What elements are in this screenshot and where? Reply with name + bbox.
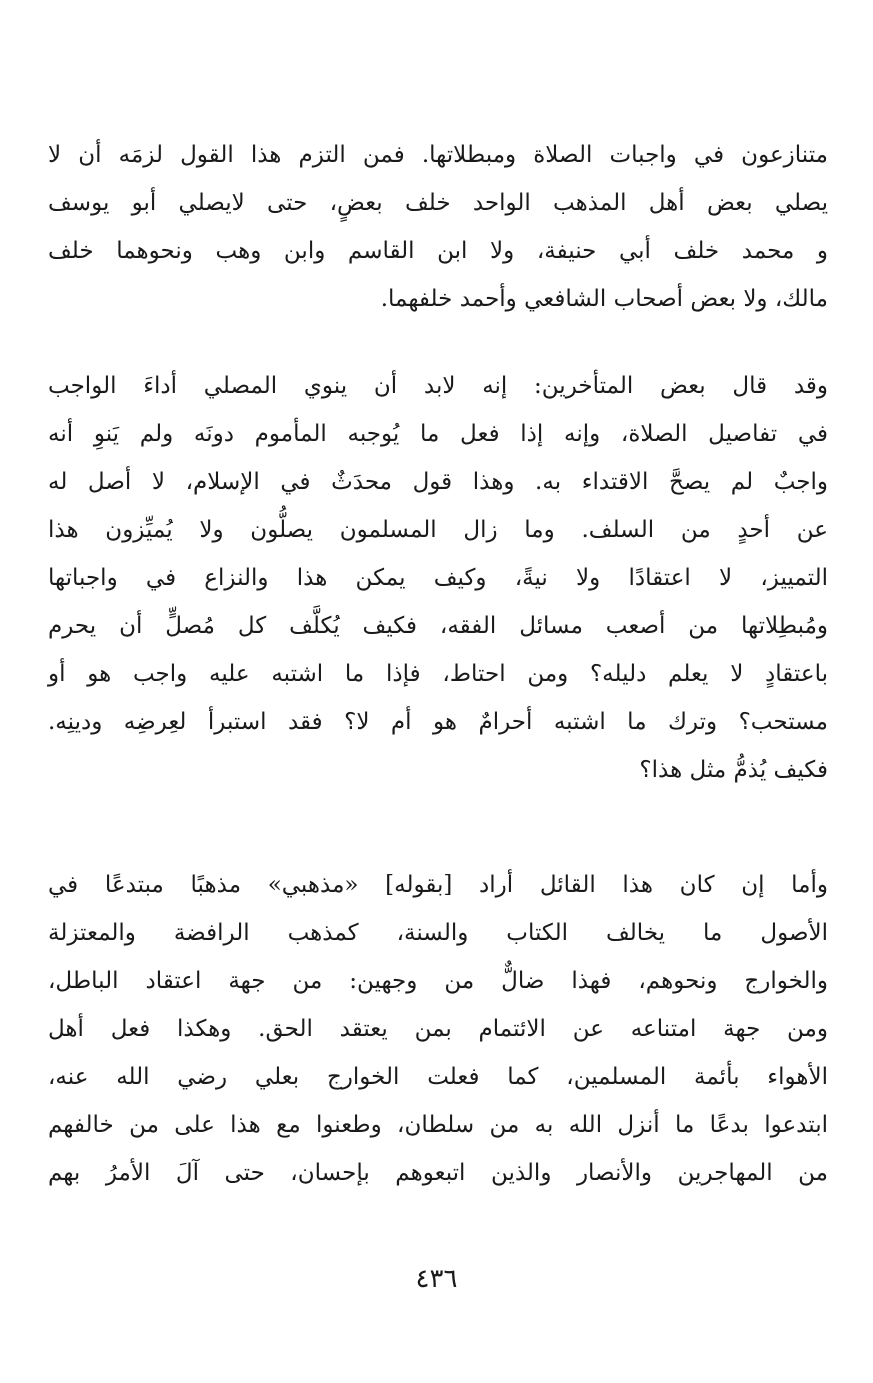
text-line: في تفاصيل الصلاة، وإنه إذا فعل ما يُوجبه المأموم دونَه ولم يَنوِ أنه: [48, 421, 828, 447]
text-line: ومُبطِلاتها من أصعب مسائل الفقه، فكيف يُكلَّف كل مُصلٍّ أن يحرم: [48, 613, 828, 639]
paragraph: [48, 131, 828, 323]
text-line: مستحب؟ وترك ما اشتبه أحرامٌ هو أم لا؟ فقد استبرأ لعِرضِه ودينِه.: [48, 709, 828, 735]
text-line: ومن جهة امتناعه عن الائتمام بمن يعتقد الحق. وهكذا فعل أهل: [48, 1016, 828, 1042]
text-line: يصلي بعض أهل المذهب الواحد خلف بعضٍ، حتى لايصلي أبو يوسف: [48, 190, 828, 216]
text-line: التمييز، لا اعتقادًا ولا نيةً، وكيف يمكن هذا والنزاع في واجباتها: [48, 565, 828, 591]
text-line: والخوارج ونحوهم، فهذا ضالٌّ من وجهين: من جهة اعتقاد الباطل،: [48, 968, 828, 994]
text-line: متنازعون في واجبات الصلاة ومبطلاتها. فمن التزم هذا القول لزمَه أن لا: [48, 142, 828, 168]
text-line: الأهواء بأئمة المسلمين، كما فعلت الخوارج بعلي رضي الله عنه،: [48, 1064, 828, 1090]
text-line: واجبٌ لم يصحَّ الاقتداء به. وهذا قول محدَثٌ في الإسلام، لا أصل له: [48, 469, 828, 495]
text-line: وأما إن كان هذا القائل أراد [بقوله] «مذهبي» مذهبًا مبتدعًا في: [48, 872, 828, 898]
text-line: من المهاجرين والأنصار والذين اتبعوهم بإحسان، حتى آلَ الأمرُ بهم: [48, 1160, 828, 1186]
text-line: و محمد خلف أبي حنيفة، ولا ابن القاسم وابن وهب ونحوهما خلف: [48, 238, 828, 264]
text-line: باعتقادٍ لا يعلم دليله؟ ومن احتاط، فإذا ما اشتبه عليه واجب هو أو: [48, 661, 828, 687]
text-line: مالك، ولا بعض أصحاب الشافعي وأحمد خلفهما.: [380, 286, 828, 312]
text-line: وقد قال بعض المتأخرين: إنه لابد أن ينوي المصلي أداءَ الواجب: [48, 373, 828, 399]
text-line: ابتدعوا بدعًا ما أنزل الله به من سلطان، وطعنوا مع هذا على من خالفهم: [48, 1112, 828, 1138]
paragraph: [48, 362, 828, 794]
text-line: الأصول ما يخالف الكتاب والسنة، كمذهب الرافضة والمعتزلة: [48, 920, 828, 946]
text-line: عن أحدٍ من السلف. وما زال المسلمون يصلُّون ولا يُميِّزون هذا: [48, 517, 828, 543]
paragraph: [48, 861, 828, 1197]
text-line: فكيف يُذمُّ مثل هذا؟: [639, 757, 828, 783]
page-number: ٤٣٦: [415, 1264, 458, 1294]
